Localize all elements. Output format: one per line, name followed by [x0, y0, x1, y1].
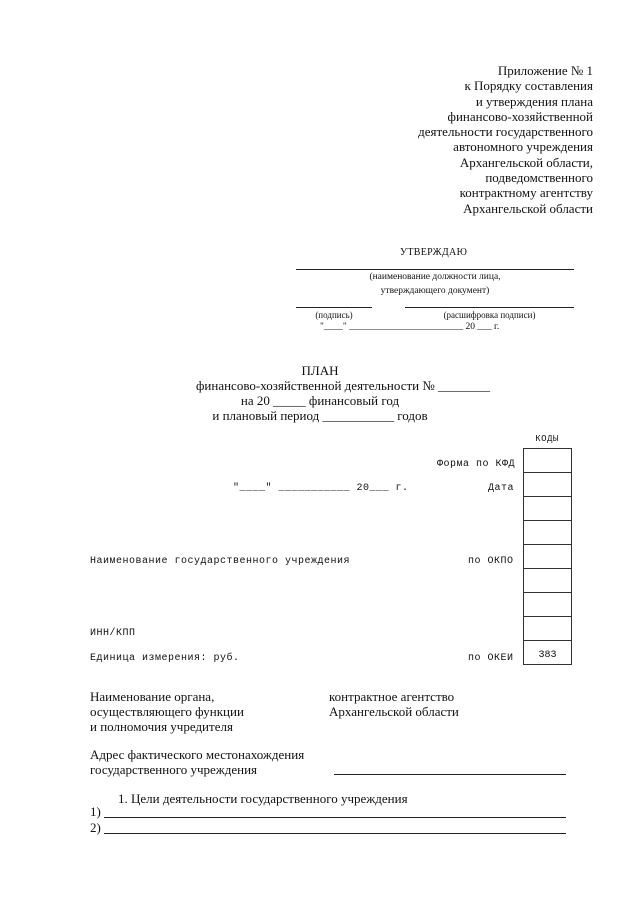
appendix-line: к Порядку составления	[464, 78, 593, 94]
goal-item-2-label: 2)	[90, 820, 101, 835]
appendix-block	[418, 63, 593, 216]
plan-subtitle-1: финансово-хозяйственной деятельности № ________	[195, 378, 491, 393]
address-label	[90, 747, 304, 777]
code-cell-okei[interactable]	[524, 641, 571, 665]
appendix-line: и утверждения плана	[475, 93, 593, 109]
signature-line[interactable]	[296, 307, 372, 308]
appendix-line: финансово-хозяйственной	[447, 108, 593, 124]
form-label: Форма по КФД	[437, 459, 516, 470]
okei-code: 383	[538, 650, 557, 661]
goal-item-1-field[interactable]	[104, 817, 566, 818]
appendix-line: деятельности государственного	[418, 124, 593, 140]
approval-title: УТВЕРЖДАЮ	[400, 247, 468, 258]
code-cell-8[interactable]	[524, 617, 571, 641]
position-line[interactable]	[296, 269, 574, 270]
unit-label: Единица измерения: руб.	[90, 653, 240, 664]
address-field[interactable]	[334, 774, 566, 775]
okei-label: по ОКЕИ	[468, 653, 514, 664]
codes-header: КОДЫ	[535, 434, 559, 444]
goals-heading: 1. Цели деятельности государственного учреждения	[118, 791, 408, 806]
signature-caption: (подпись)	[315, 310, 353, 320]
plan-subtitle-3: и плановый период ___________ годов	[212, 408, 428, 423]
appendix-line: Архангельской области,	[459, 154, 593, 170]
plan-title: ПЛАН	[301, 363, 339, 378]
goal-item-1-label: 1)	[90, 804, 101, 819]
inn-kpp-label: ИНН/КПП	[90, 628, 136, 639]
founder-label	[90, 689, 244, 734]
approval-date[interactable]: "____" ________________________ 20 ___ г.	[320, 322, 500, 332]
code-cell-3[interactable]	[524, 497, 571, 521]
codes-table	[523, 448, 572, 665]
goal-item-2-field[interactable]	[104, 833, 566, 834]
founder-value-line: Архангельской области	[329, 704, 459, 719]
date-label: Дата	[488, 483, 515, 494]
report-date[interactable]: "____" ___________ 20___ г.	[233, 483, 409, 494]
code-cell-date[interactable]	[524, 473, 571, 497]
founder-label-line: осуществляющего функции	[90, 704, 244, 719]
okpo-label: по ОКПО	[468, 556, 514, 567]
founder-value-line: контрактное агентство	[329, 689, 455, 704]
appendix-line: Приложение № 1	[497, 63, 593, 78]
decoding-caption: (расшифровка подписи)	[443, 310, 536, 320]
founder-label-line: Наименование органа,	[90, 689, 215, 704]
code-cell-4[interactable]	[524, 521, 571, 545]
position-caption-2: утверждающего документ)	[380, 286, 490, 296]
address-label-line: Адрес фактического местонахождения	[90, 747, 305, 762]
appendix-line: подведомственного	[485, 170, 593, 186]
address-label-line: государственного учреждения	[90, 762, 258, 777]
code-cell-okpo[interactable]	[524, 545, 571, 569]
appendix-line: Архангельской области	[463, 200, 593, 216]
appendix-line: контрактному агентству	[459, 185, 593, 201]
code-cell-6[interactable]	[524, 569, 571, 593]
plan-subtitle-2: на 20 _____ финансовый год	[240, 393, 400, 408]
signature-decoding-line[interactable]	[405, 307, 574, 308]
code-cell-7[interactable]	[524, 593, 571, 617]
founder-value	[329, 689, 459, 719]
code-cell-form[interactable]	[524, 449, 571, 473]
appendix-line: автономного учреждения	[453, 139, 593, 155]
founder-label-line: и полномочия учредителя	[90, 719, 233, 734]
position-caption-1: (наименование должности лица,	[369, 272, 501, 282]
institution-name-label: Наименование государственного учреждения	[90, 556, 351, 567]
